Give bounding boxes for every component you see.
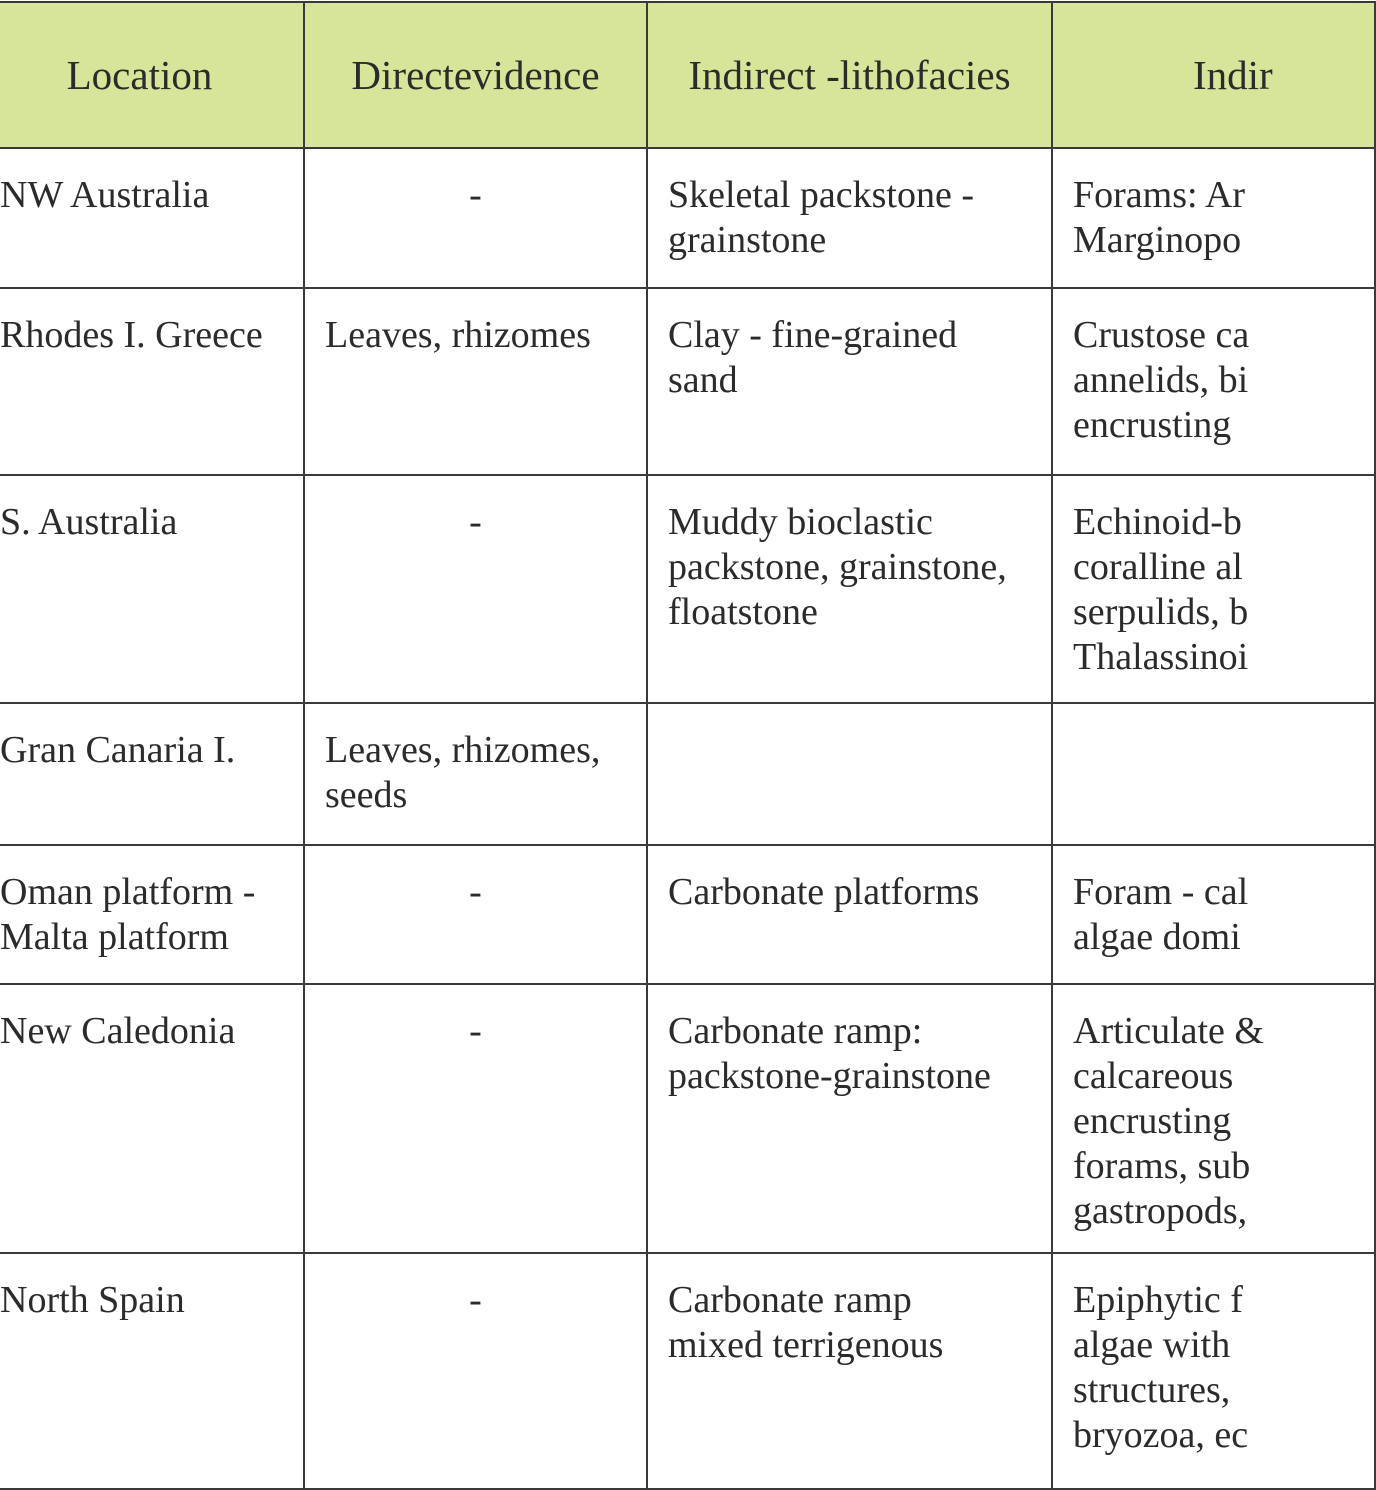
cell-text-line: - <box>469 871 482 913</box>
header-indirect-lithofacies <box>647 2 1052 148</box>
cell-text-line: NW Australia <box>0 174 210 216</box>
cell-text-line: Echinoid-b <box>1073 501 1242 543</box>
cell-lithofacies <box>647 148 1052 288</box>
evidence-table <box>0 1 1376 1490</box>
cell-text-line: gastropods, <box>1073 1190 1248 1232</box>
cell-lithofacies <box>647 984 1052 1253</box>
header-location: Location <box>0 2 304 148</box>
table-row <box>0 475 1375 703</box>
cell-text-line: algae with <box>1073 1324 1231 1366</box>
cell-direct <box>304 475 647 703</box>
cell-text-line: Leaves, rhizomes, <box>325 729 601 771</box>
cell-text-line: packstone, grainstone, <box>668 546 1007 588</box>
cell-text-line: Carbonate ramp: <box>668 1010 923 1052</box>
cell-location <box>0 1253 304 1489</box>
cell-biota <box>1052 1253 1375 1489</box>
cell-text-line: Malta platform <box>0 916 229 958</box>
cell-text-line: annelids, bi <box>1073 359 1249 401</box>
cell-text-line: Forams: Ar <box>1073 174 1246 216</box>
cell-text-line: Marginopo <box>1073 219 1242 261</box>
cell-biota <box>1052 703 1375 845</box>
cell-text-line: Rhodes I. Greece <box>0 314 263 356</box>
cell-location <box>0 475 304 703</box>
cell-biota <box>1052 288 1375 475</box>
table-row <box>0 703 1375 845</box>
cell-text-line: bryozoa, ec <box>1073 1414 1249 1456</box>
cell-biota <box>1052 984 1375 1253</box>
cell-text-line: Articulate & <box>1073 1010 1264 1052</box>
cell-text-line: lithofacies <box>839 51 1011 98</box>
cell-lithofacies <box>647 475 1052 703</box>
cell-lithofacies <box>647 703 1052 845</box>
cell-text-line: Muddy bioclastic <box>668 501 933 543</box>
cell-text-line: S. Australia <box>0 501 178 543</box>
header-row <box>0 2 1375 148</box>
cell-lithofacies <box>647 1253 1052 1489</box>
cell-text-line: Carbonate platforms <box>668 871 980 913</box>
table-row <box>0 1253 1375 1489</box>
cell-lithofacies <box>647 845 1052 984</box>
cell-text-line: sand <box>668 359 738 401</box>
cell-text-line: serpulids, b <box>1073 591 1249 633</box>
cell-text-line: Skeletal packstone - <box>668 174 975 216</box>
cell-lithofacies <box>647 288 1052 475</box>
cell-direct <box>304 845 647 984</box>
cell-text-line: evidence <box>453 51 600 98</box>
cell-location <box>0 288 304 475</box>
cell-text-line: Leaves, rhizomes <box>325 314 591 356</box>
cell-text-line: encrusting <box>1073 404 1232 446</box>
cell-text-line: Direct <box>351 51 454 98</box>
cell-text-line: Epiphytic f <box>1073 1279 1243 1321</box>
cell-text-line: Clay - fine-grained <box>668 314 958 356</box>
cell-text-line: coralline al <box>1073 546 1243 588</box>
table-row <box>0 288 1375 475</box>
cell-text-line: - <box>469 501 482 543</box>
cell-biota <box>1052 475 1375 703</box>
cell-text-line: - <box>469 1279 482 1321</box>
cell-location <box>0 845 304 984</box>
cell-location <box>0 984 304 1253</box>
cell-text-line: Crustose ca <box>1073 314 1250 356</box>
cell-direct <box>304 288 647 475</box>
header-direct-evidence <box>304 2 647 148</box>
cell-text-line: Thalassinoi <box>1073 636 1249 678</box>
cell-direct <box>304 148 647 288</box>
cell-biota <box>1052 845 1375 984</box>
cell-text-line: North Spain <box>0 1279 185 1321</box>
cell-location <box>0 148 304 288</box>
cell-text-line: Gran Canaria I. <box>0 729 236 771</box>
table-row <box>0 148 1375 288</box>
cell-text-line: - <box>469 174 482 216</box>
cell-text-line: structures, <box>1073 1369 1231 1411</box>
cell-text-line: mixed terrigenous <box>668 1324 944 1366</box>
cell-text-line: floatstone <box>668 591 818 633</box>
cell-direct <box>304 984 647 1253</box>
cell-text-line: packstone-grainstone <box>668 1055 991 1097</box>
header-indirect-biota: Indir <box>1052 2 1375 148</box>
cell-text-line: Carbonate ramp <box>668 1279 912 1321</box>
cell-text-line: algae domi <box>1073 916 1241 958</box>
cell-text-line: seeds <box>325 774 408 816</box>
cell-text-line: forams, sub <box>1073 1145 1251 1187</box>
table-row <box>0 984 1375 1253</box>
cell-text-line: calcareous <box>1073 1055 1234 1097</box>
cell-biota <box>1052 148 1375 288</box>
table-row <box>0 845 1375 984</box>
cell-text-line: Oman platform - <box>0 871 256 913</box>
cell-text-line: encrusting <box>1073 1100 1232 1142</box>
cell-direct <box>304 1253 647 1489</box>
cell-text-line: Indirect - <box>688 51 840 98</box>
cell-text-line: grainstone <box>668 219 827 261</box>
cell-text-line: New Caledonia <box>0 1010 236 1052</box>
cell-location <box>0 703 304 845</box>
cell-text-line: Foram - cal <box>1073 871 1249 913</box>
cell-direct <box>304 703 647 845</box>
cell-text-line: - <box>469 1010 482 1052</box>
